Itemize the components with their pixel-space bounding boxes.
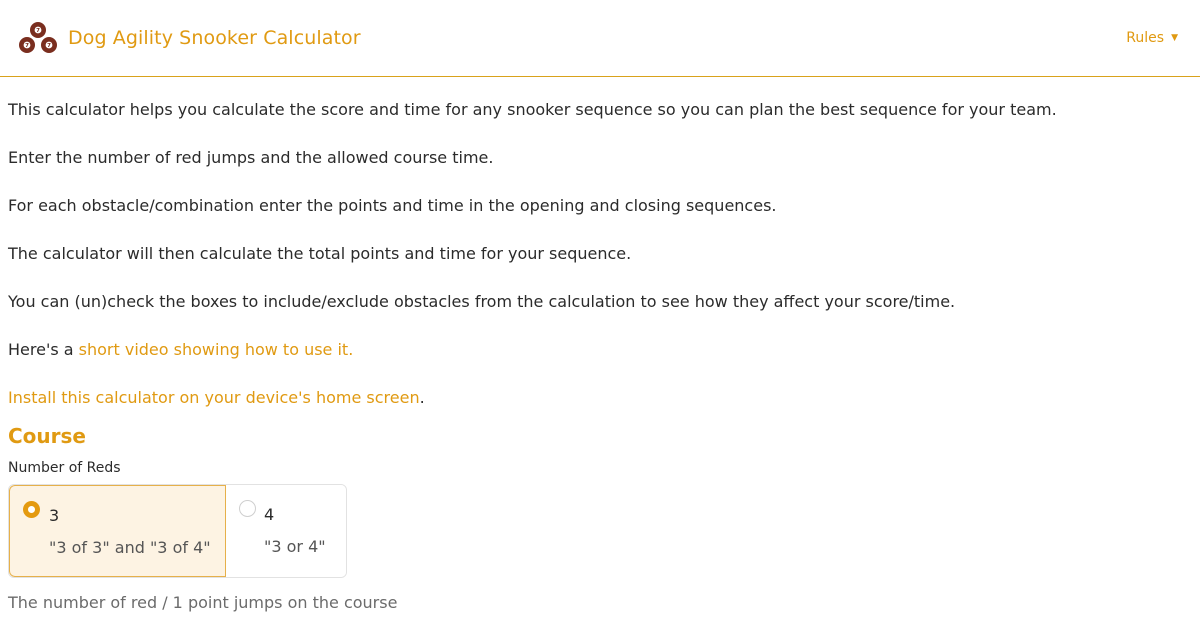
course-section-title: Course (8, 424, 86, 448)
intro-paragraph-3: For each obstacle/combination enter the points and time in the opening and closing sequences. (8, 196, 777, 215)
brand-link[interactable] (16, 20, 361, 56)
chevron-down-icon: ▼ (1171, 33, 1178, 43)
reds-option-value: 3 (49, 506, 60, 525)
radio-selected-icon[interactable] (23, 501, 40, 518)
video-paragraph (8, 338, 1192, 362)
app-title: Dog Agility Snooker Calculator (68, 27, 361, 49)
reds-radio-group (8, 484, 347, 578)
main-content (0, 98, 1200, 614)
intro-paragraph-1: This calculator helps you calculate the score and time for any snooker sequence so you can plan the best sequence for your team. (8, 100, 1057, 119)
video-prefix: Here's a (8, 340, 79, 359)
snooker-balls-icon (16, 20, 60, 56)
svg-text:7: 7 (25, 43, 29, 50)
install-paragraph (8, 386, 1192, 410)
reds-help-text: The number of red / 1 point jumps on the course (8, 593, 398, 612)
intro-paragraph-2: Enter the number of red jumps and the allowed course time. (8, 148, 494, 167)
reds-option-value: 4 (264, 505, 275, 524)
install-suffix: . (419, 388, 425, 407)
svg-text:7: 7 (47, 43, 51, 50)
reds-option-description: "3 or 4" (264, 537, 326, 556)
reds-option-description: "3 of 3" and "3 of 4" (49, 538, 211, 557)
reds-option-4[interactable] (226, 485, 346, 577)
reds-field-label: Number of Reds (8, 460, 121, 476)
app-header (0, 0, 1200, 77)
intro-paragraph-4: The calculator will then calculate the total points and time for your sequence. (8, 244, 632, 263)
svg-text:7: 7 (36, 28, 40, 35)
reds-option-3[interactable] (9, 485, 226, 577)
video-link[interactable]: short video showing how to use it. (78, 340, 354, 359)
intro-paragraph-5: You can (un)check the boxes to include/exclude obstacles from the calculation to see how they affect your score/time. (8, 292, 956, 311)
rules-dropdown[interactable] (1126, 30, 1178, 46)
install-link[interactable]: Install this calculator on your device's home screen (8, 388, 420, 407)
rules-label: Rules (1126, 30, 1165, 46)
radio-unselected-icon[interactable] (239, 500, 256, 517)
